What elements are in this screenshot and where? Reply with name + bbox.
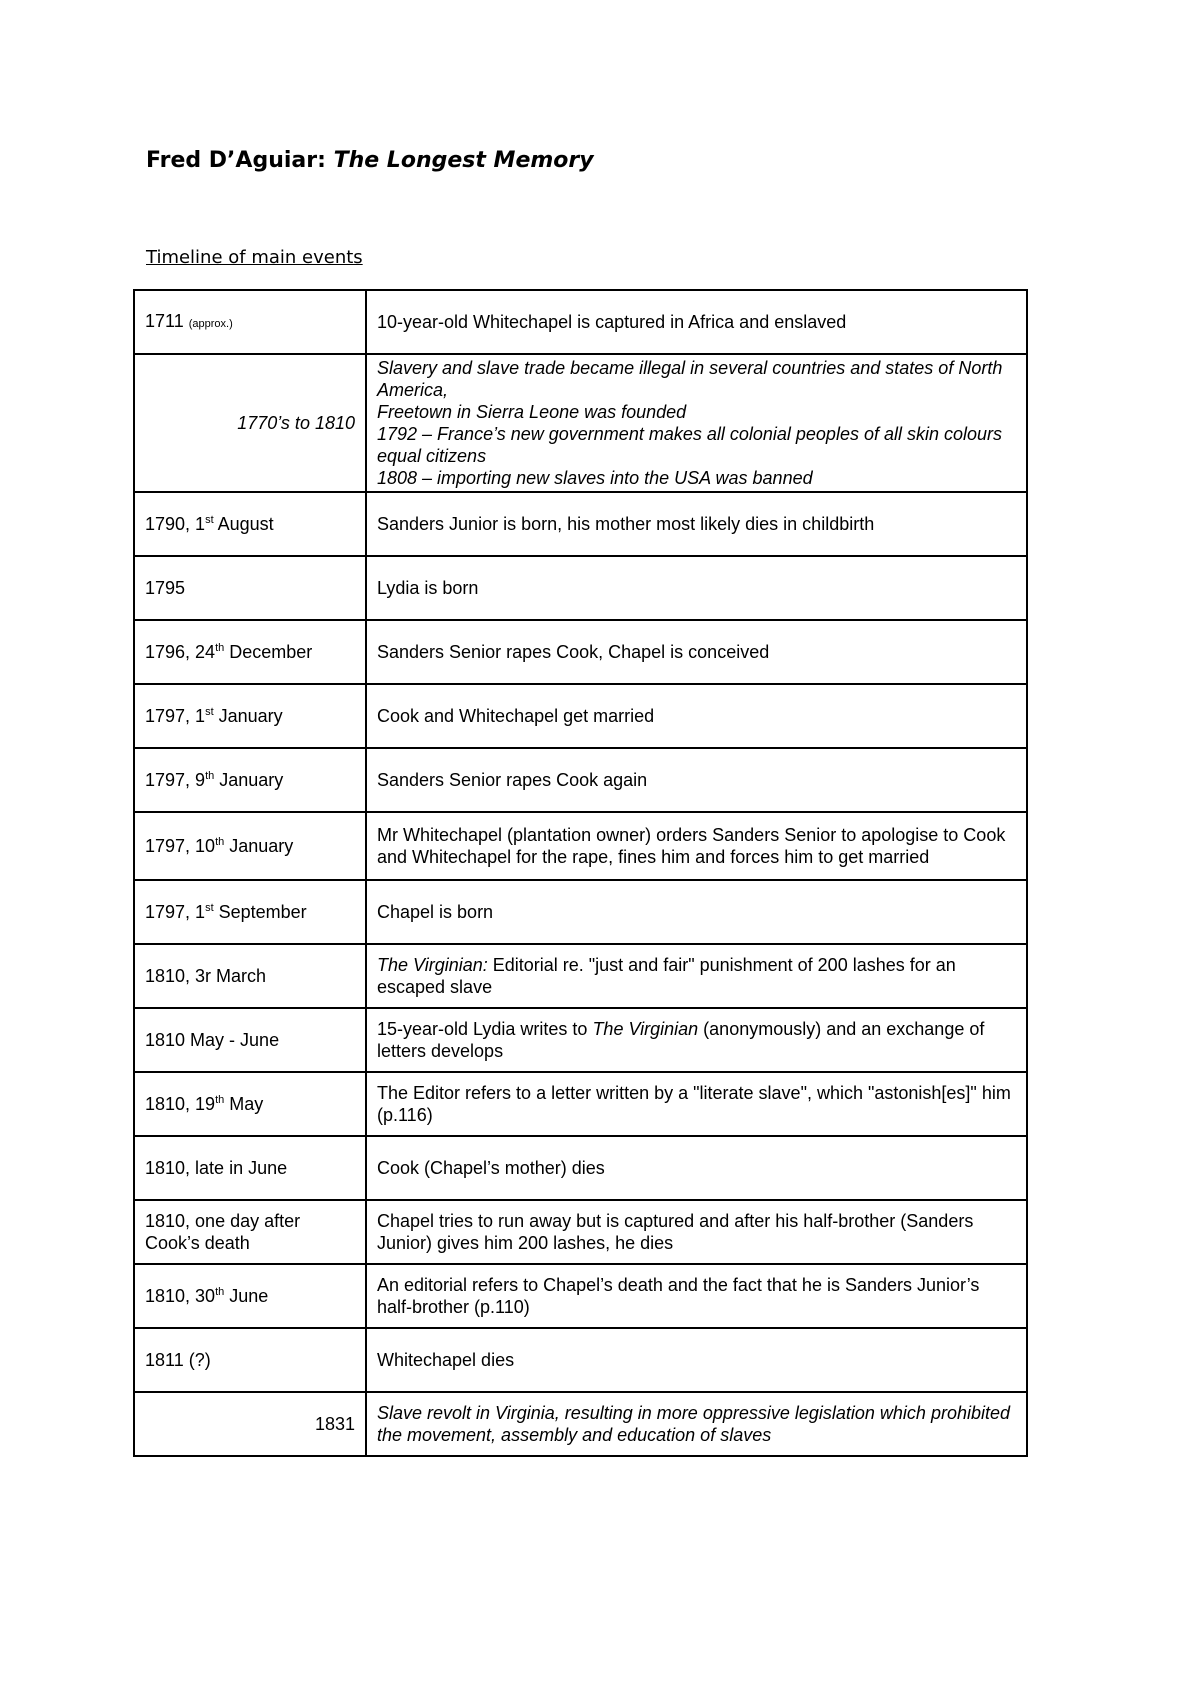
date-cell: 1831: [134, 1392, 366, 1456]
table-row: [134, 880, 1027, 944]
date-cell: 1810 May - June: [134, 1008, 366, 1072]
event-cell: 15-year-old Lydia writes to The Virginian (anonymously) and an exchange of letters develops: [366, 1008, 1027, 1072]
table-row: [134, 944, 1027, 1008]
event-cell: Slave revolt in Virginia, resulting in more oppressive legislation which prohibited the movement, assembly and education of slaves: [366, 1392, 1027, 1456]
date-cell: 1711 (approx.): [134, 290, 366, 354]
timeline-table: [133, 289, 1028, 1457]
page-title: [146, 148, 594, 173]
table-row: [134, 492, 1027, 556]
table-row: [134, 684, 1027, 748]
table-row: [134, 1008, 1027, 1072]
date-cell: 1810, 30th June: [134, 1264, 366, 1328]
date-cell: 1810, late in June: [134, 1136, 366, 1200]
date-cell: 1797, 9th January: [134, 748, 366, 812]
event-cell: Sanders Senior rapes Cook again: [366, 748, 1027, 812]
event-cell: Cook (Chapel’s mother) dies: [366, 1136, 1027, 1200]
date-cell: 1810, 19th May: [134, 1072, 366, 1136]
date-cell: 1811 (?): [134, 1328, 366, 1392]
date-cell: 1797, 1st September: [134, 880, 366, 944]
date-cell: 1796, 24th December: [134, 620, 366, 684]
event-cell: The Virginian: Editorial re. "just and fair" punishment of 200 lashes for an escaped slave: [366, 944, 1027, 1008]
date-cell: 1797, 10th January: [134, 812, 366, 880]
approx-note: (approx.): [188, 317, 233, 330]
table-row: [134, 1264, 1027, 1328]
table-row: [134, 1328, 1027, 1392]
event-cell: Cook and Whitechapel get married: [366, 684, 1027, 748]
table-row: [134, 1136, 1027, 1200]
event-cell: Whitechapel dies: [366, 1328, 1027, 1392]
event-cell: Mr Whitechapel (plantation owner) orders Sanders Senior to apologise to Cook and Whitechapel for the rape, fines him and forces him to get married: [366, 812, 1027, 880]
date-cell: 1810, one day after Cook’s death: [134, 1200, 366, 1264]
table-row: [134, 620, 1027, 684]
table-row: [134, 812, 1027, 880]
table-row: [134, 1200, 1027, 1264]
event-line: 1792 – France’s new government makes all colonial peoples of all skin colours equal citizens: [377, 424, 1003, 466]
date-cell: 1810, 3r March: [134, 944, 366, 1008]
table-row: [134, 1072, 1027, 1136]
title-book: The Longest Memory: [333, 148, 594, 173]
event-cell: Sanders Senior rapes Cook, Chapel is conceived: [366, 620, 1027, 684]
event-cell: The Editor refers to a letter written by a "literate slave", which "astonish[es]" him (p.116): [366, 1072, 1027, 1136]
date-cell: 1770’s to 1810: [134, 354, 366, 492]
event-cell: [366, 354, 1027, 492]
table-row: [134, 354, 1027, 492]
event-cell: Sanders Junior is born, his mother most likely dies in childbirth: [366, 492, 1027, 556]
date-cell: 1790, 1st August: [134, 492, 366, 556]
section-subtitle: Timeline of main events: [146, 247, 363, 268]
date-cell: 1795: [134, 556, 366, 620]
event-cell: 10-year-old Whitechapel is captured in Africa and enslaved: [366, 290, 1027, 354]
table-row: [134, 556, 1027, 620]
event-cell: Chapel tries to run away but is captured and after his half-brother (Sanders Junior) gives him 200 lashes, he dies: [366, 1200, 1027, 1264]
event-line: Slavery and slave trade became illegal in several countries and states of North America,: [377, 358, 1003, 400]
event-cell: An editorial refers to Chapel’s death and the fact that he is Sanders Junior’s half-brother (p.110): [366, 1264, 1027, 1328]
event-cell: Chapel is born: [366, 880, 1027, 944]
event-cell: Lydia is born: [366, 556, 1027, 620]
date-cell: 1797, 1st January: [134, 684, 366, 748]
title-author: Fred D’Aguiar:: [146, 148, 334, 173]
table-row: [134, 290, 1027, 354]
table-row: [134, 1392, 1027, 1456]
event-line: Freetown in Sierra Leone was founded: [377, 402, 687, 422]
table-row: [134, 748, 1027, 812]
event-line: 1808 – importing new slaves into the USA was banned: [377, 468, 813, 488]
